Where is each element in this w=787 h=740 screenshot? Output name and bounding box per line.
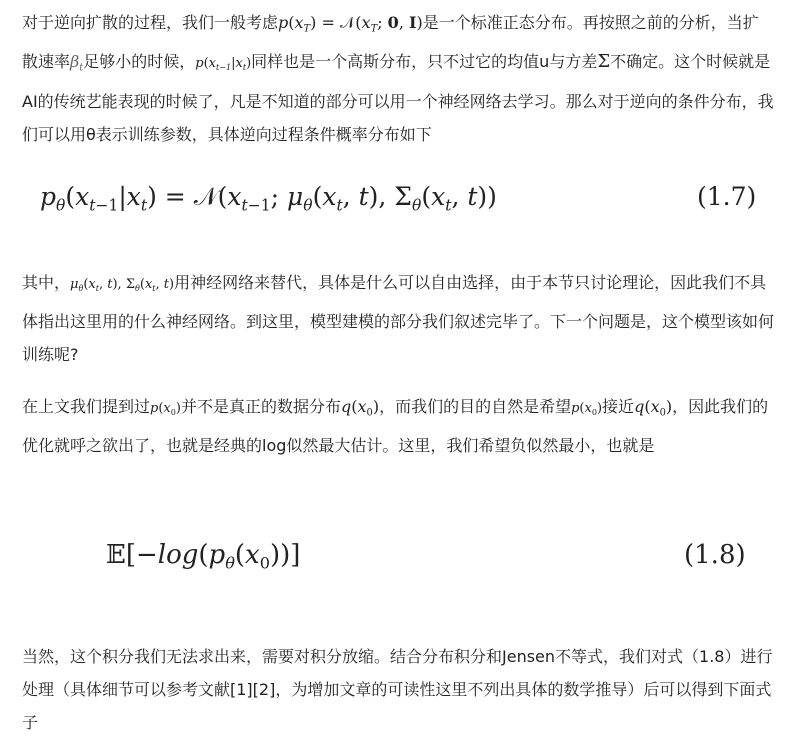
equation-1-8 — [0, 528, 787, 588]
p2-math-1: $\mu_\theta(x_t$, t), $\Sigma_\theta(x_t$, t) — [70, 277, 175, 293]
paragraph-3 — [22, 390, 774, 462]
p1-text-4: 同样也是一个高斯分布，只不过它的均值u与方差 — [251, 52, 598, 72]
p1-text-5: 不确定。这个时候就是AI的传统艺能表现的时候了，凡是不知道的部分可以用一个神经网络去学习。那么对于逆向的条件分布，我们可以用θ表示训练参数，具体逆向过程条件概率分布如下 — [22, 52, 774, 144]
p1-math-2: $\beta_t$ — [70, 52, 84, 74]
p3-text-3: ，而我们的目的自然是希望 — [379, 397, 572, 416]
p4-text-1: 当然，这个积分我们无法求出来，需要对积分放缩。结合分布积分和Jensen不等式，我们对式（1.8）进行处理（具体细节可以参考文献[1][2]，为增加文章的可读性这里不列出具体的数学推导）后可以得到下面式子 — [22, 647, 773, 732]
p3-text-5: ，因此我们的优化就呼之欲出了，也就是经典的log似然最大估计。这里，我们希望负似然最小，也就是 — [22, 397, 769, 456]
p3-math-4: $q(x_0)$ — [634, 397, 673, 419]
p3-text-2: 并不是真正的数据分布 — [180, 397, 341, 416]
p3-math-2: $q(x_0)$ — [340, 397, 380, 419]
p3-math-3: $p(x_0)$ — [571, 401, 603, 417]
p2-text-2: 用神经网络来替代，具体是什么可以自由选择，由于本节只讨论理论，因此我们不具体指出这里用的什么神经网络。到这里，模型建模的部分我们叙述完毕了。下一个问题是，这个模型该如何训练呢? — [22, 273, 775, 364]
equation-1-8-formula: $𝔼[-\log(p_\theta(x_0))]$ — [106, 540, 301, 573]
paragraph-4 — [22, 640, 774, 739]
equation-1-7-number: (1.7) — [697, 182, 757, 211]
p1-text-1: 对于逆向扩散的过程，我们一般考虑 — [22, 13, 279, 32]
paragraph-2 — [22, 266, 774, 371]
p3-math-1: $p(x_0)$ — [150, 401, 181, 417]
p1-text-3: 足够小的时候， — [83, 52, 196, 72]
p1-math-4: Σ — [597, 51, 611, 73]
equation-1-8-number: (1.8) — [684, 540, 746, 570]
equation-1-7 — [0, 172, 787, 232]
p3-text-4: 接近 — [602, 397, 635, 416]
p1-math-3: $p(x_{t-1}|x_t)$ — [195, 56, 252, 73]
p2-text-1: 其中， — [22, 273, 71, 292]
equation-1-7-formula: $p_\theta(x_{t-1}|x_t)$ = $𝒩(x_{t-1}$; $\mu_\theta(x_t$, t), $\Sigma_\theta(x_t$, t)) — [40, 182, 497, 215]
p1-text-2: 是一个标准正态分布。再按照之前的分析，当扩散速率 — [22, 13, 759, 72]
p3-text-1: 在上文我们提到过 — [22, 397, 151, 416]
p1-math-1: $p(x_T)$ = $𝒩(x_T$; 0, I) — [278, 13, 423, 35]
paragraph-1 — [22, 6, 774, 151]
